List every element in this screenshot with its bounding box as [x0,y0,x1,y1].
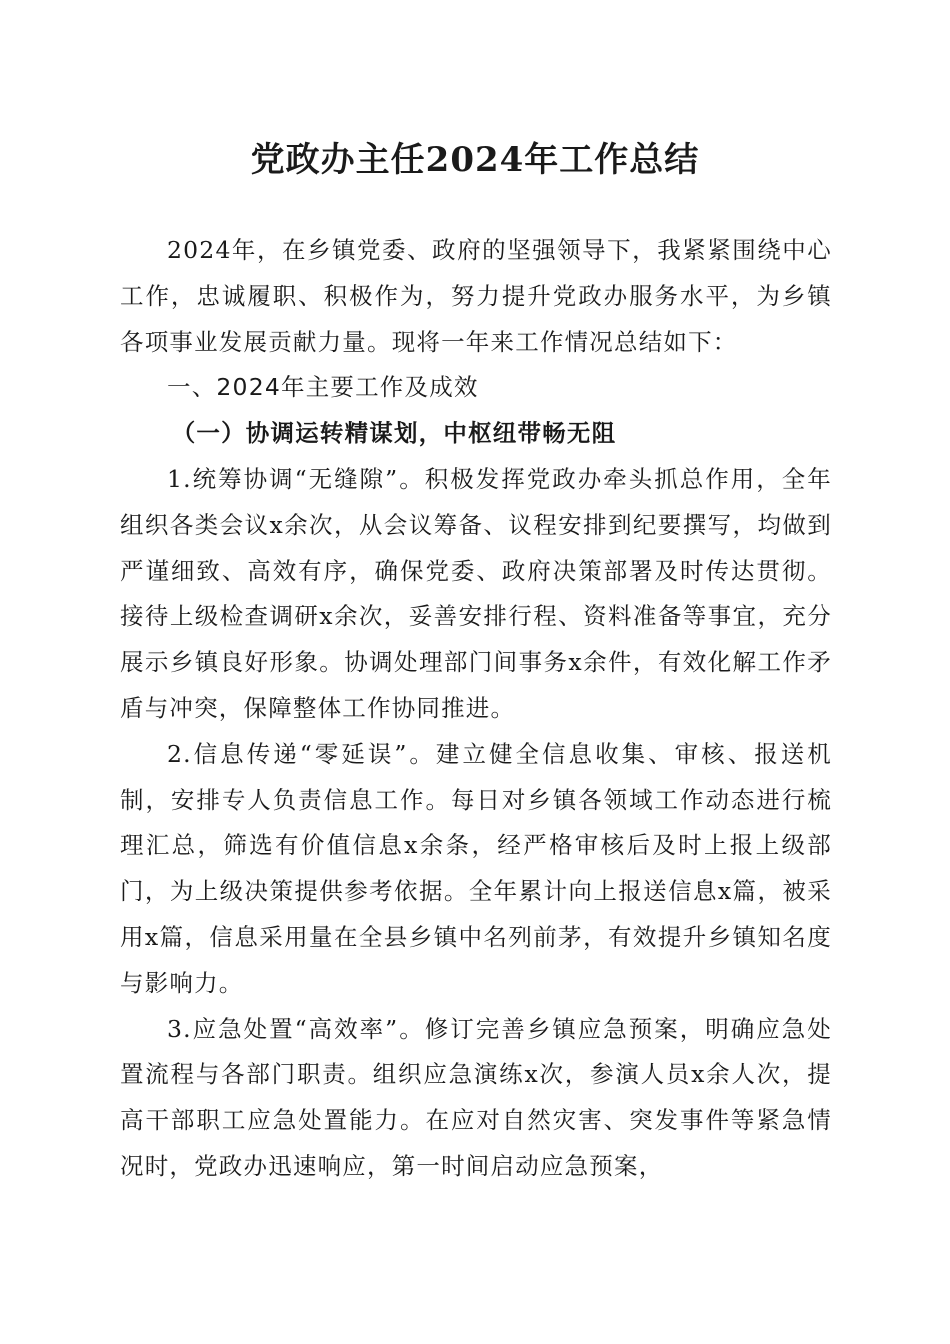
paragraph-coordination: 1.统筹协调“无缝隙”。积极发挥党政办牵头抓总作用，全年组织各类会议x余次，从会议筹备、议程安排到纪要撰写，均做到严谨细致、高效有序，确保党委、政府决策部署及时传达贯彻。接待上级检查调研x余次，妥善安排行程、资料准备等事宜，充分展示乡镇良好形象。协调处理部门间事务x余件，有效化解工作矛盾与冲突，保障整体工作协同推进。 [120,464,832,722]
intro-paragraph: 2024年，在乡镇党委、政府的坚强领导下，我紧紧围绕中心工作，忠诚履职、积极作为，努力提升党政办服务水平，为乡镇各项事业发展贡献力量。现将一年来工作情况总结如下： [120,236,832,356]
paragraph-information: 2.信息传递“零延误”。建立健全信息收集、审核、报送机制，安排专人负责信息工作。每日对乡镇各领域工作动态进行梳理汇总，筛选有价值信息x余条，经严格审核后及时上报上级部门，为上级决策提供参考依据。全年累计向上报送信息x篇，被采用x篇，信息采用量在全县乡镇中名列前茅，有效提升乡镇知名度与影响力。 [120,739,832,997]
subsection-heading: （一）协调运转精谋划，中枢纽带畅无阻 [171,419,617,448]
section-heading: 一、2024年主要工作及成效 [167,373,479,402]
paragraph-emergency: 3.应急处置“高效率”。修订完善乡镇应急预案，明确应急处置流程与各部门职责。组织应急演练x次，参演人员x余人次，提高干部职工应急处置能力。在应对自然灾害、突发事件等紧急情况时，党政办迅速响应，第一时间启动应急预案， [120,1014,832,1180]
document-body [120,228,832,1190]
document-title: 党政办主任2024年工作总结 [250,140,700,180]
